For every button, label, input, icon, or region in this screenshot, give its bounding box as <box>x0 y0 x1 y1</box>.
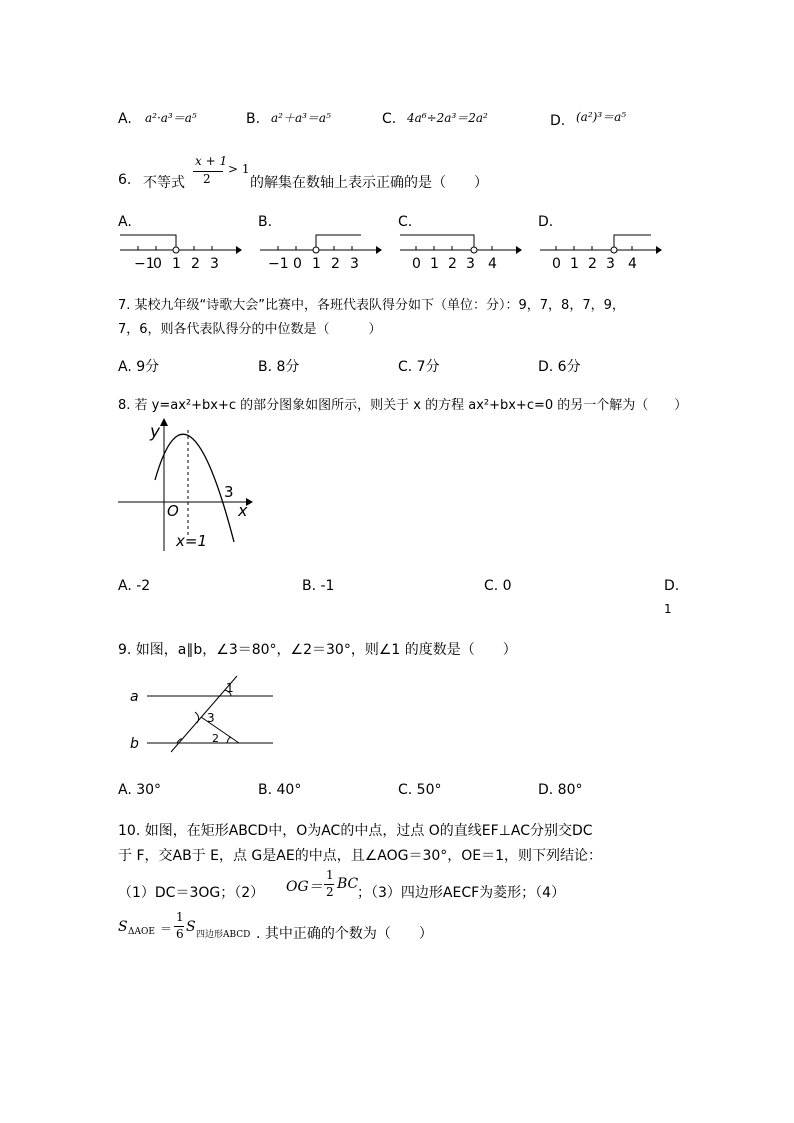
q5-option-d-label: D. <box>550 113 566 129</box>
parabola-curve <box>155 434 234 542</box>
q6-number-line-a <box>118 230 243 272</box>
q7-option-c: C. 7分 <box>398 359 440 375</box>
q9-label-a: a <box>130 689 139 705</box>
q10-c4-sub: ΔAOE <box>128 927 155 937</box>
q10-c4-den: 6 <box>176 927 184 941</box>
q6-c-tick-4: 4 <box>488 256 497 272</box>
q10-c4-s: S <box>118 919 128 935</box>
q8-x-label: x <box>238 501 248 520</box>
q10-conclusion-1: （1）DC＝3OG；（2） <box>118 885 265 901</box>
q6-number-line-c <box>398 230 523 272</box>
q6-a-tick-3: 2 <box>191 256 200 272</box>
q6-d-tick-2: 2 <box>588 256 597 272</box>
q8-y-label: y <box>150 422 161 442</box>
q7-option-a: A. 9分 <box>118 359 160 375</box>
q6-text-post: 的解集在数轴上表示正确的是（ ） <box>250 175 488 191</box>
q8-origin-label: O <box>167 502 179 520</box>
q7-line2: 7，6，则各代表队得分的中位数是（ ） <box>118 322 382 337</box>
q10-tail: . 其中正确的个数为（ ） <box>256 926 433 942</box>
q9-option-c: C. 50° <box>398 782 442 798</box>
q6-b-tick-4: 3 <box>350 256 359 272</box>
q8-option-b: B. -1 <box>302 578 335 594</box>
q6-frac-num: x + 1 <box>195 154 228 168</box>
q6-a-tick-1: 0 <box>153 256 162 272</box>
q6-option-c-label: C. <box>398 214 413 230</box>
q9-label-b: b <box>130 736 139 752</box>
q10-c2-rhs: BC <box>337 876 359 892</box>
q5-option-c-expr: 4a⁶÷2a³＝2a² <box>407 111 488 125</box>
q6-text-pre: 不等式 <box>143 175 185 191</box>
q10-c4-num: 1 <box>176 910 184 924</box>
q9-option-b: B. 40° <box>258 782 302 798</box>
q9-angle-3: 3 <box>207 711 215 725</box>
q6-number-line-d <box>538 230 663 272</box>
q6-a-tick-0: −1 <box>134 256 155 272</box>
q6-a-tick-4: 3 <box>210 256 219 272</box>
q5-option-a-expr: a²·a³＝a⁵ <box>145 111 197 125</box>
q8-option-a: A. -2 <box>118 578 151 594</box>
q5-option-a-label: A. <box>118 111 132 127</box>
q5-option-d-expr: (a²)³＝a⁵ <box>576 110 627 124</box>
q10-line1: 10. 如图，在矩形ABCD中，O为AC的中点，过点 O的直线EF⊥AC分别交DC <box>118 823 593 839</box>
y-axis-arrow <box>160 418 168 426</box>
q6-c-tick-2: 2 <box>448 256 457 272</box>
q6-c-tick-0: 0 <box>412 256 421 272</box>
q9-option-d: D. 80° <box>538 782 583 798</box>
q10-c2-den: 2 <box>326 885 334 899</box>
q5-option-b-expr: a²＋a³＝a⁵ <box>271 111 331 125</box>
q6-option-d-label: D. <box>538 214 554 230</box>
q10-c2-lhs: OG＝ <box>286 879 323 895</box>
q6-b-tick-1: 0 <box>293 256 302 272</box>
q9-parallel-lines-figure <box>125 670 280 755</box>
q9-angle-2: 2 <box>212 732 219 745</box>
q6-d-tick-1: 1 <box>570 256 579 272</box>
q7-line1: 7. 某校九年级“诗歌大会”比赛中，各班代表队得分如下（单位：分）：9，7，8，7，9， <box>118 298 625 313</box>
q6-b-tick-3: 2 <box>331 256 340 272</box>
q7-option-d: D. 6分 <box>538 359 581 375</box>
q8-option-d-label: D. <box>664 578 680 594</box>
q5-option-c-label: C. <box>382 111 397 127</box>
q6-c-tick-1: 1 <box>430 256 439 272</box>
q6-option-a-label: A. <box>118 214 132 230</box>
q8-option-c: C. 0 <box>484 578 512 594</box>
q6-a-tick-2: 1 <box>172 256 181 272</box>
q6-frac-den: 2 <box>203 172 211 186</box>
q8-root-label: 3 <box>224 483 234 501</box>
q10-line2: 于 F，交AB于 E，点 G是AE的中点，且∠AOG＝30°，OE＝1，则下列结论： <box>118 848 603 864</box>
q6-option-b-label: B. <box>258 214 273 230</box>
q6-d-tick-0: 0 <box>552 256 561 272</box>
q10-c4-s2: S <box>186 919 196 935</box>
q6-c-tick-3: 3 <box>466 256 475 272</box>
q6-b-tick-0: −1 <box>268 256 289 272</box>
q9-option-a: A. 30° <box>118 782 162 798</box>
q8-text: 8. 若 y=ax²+bx+c 的部分图象如图所示，则关于 x 的方程 ax²+bx+c=0 的另一个解为（ ） <box>118 398 688 413</box>
q6-b-tick-2: 1 <box>312 256 321 272</box>
q5-option-b-label: B. <box>246 111 261 127</box>
q6-number-line-b <box>258 230 383 272</box>
q8-parabola-graph <box>118 418 258 558</box>
q6-d-tick-4: 4 <box>628 256 637 272</box>
q6-ineq: > 1 <box>228 162 250 176</box>
q10-c4-eq: ＝ <box>160 922 173 936</box>
q9-text: 9. 如图，a∥b，∠3＝80°，∠2＝30°，则∠1 的度数是（ ） <box>118 642 517 658</box>
q6-number: 6. <box>118 172 132 188</box>
q8-axis-label: x=1 <box>176 532 207 550</box>
q8-option-d-value: 1 <box>664 602 672 616</box>
q6-d-tick-3: 3 <box>606 256 615 272</box>
q10-c4-sub2: 四边形ABCD <box>196 930 251 940</box>
q10-c2-num: 1 <box>326 868 334 882</box>
q9-angle-1: 1 <box>226 681 234 695</box>
q10-conclusion-3: ；（3）四边形AECF为菱形；（4） <box>357 885 566 901</box>
q7-option-b: B. 8分 <box>258 359 300 375</box>
